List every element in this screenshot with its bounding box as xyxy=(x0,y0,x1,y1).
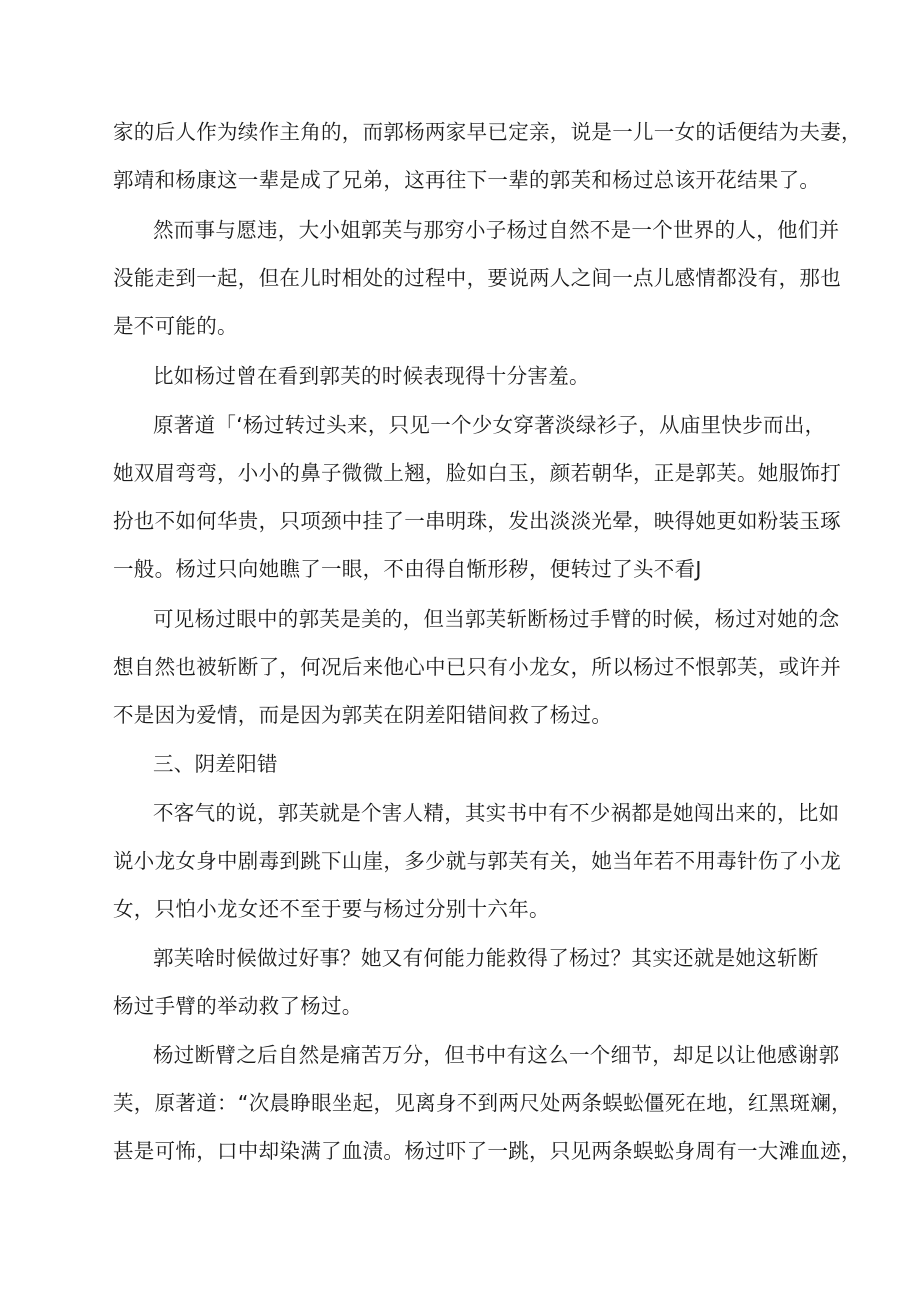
paragraph-start-line: 原著道「‘杨过转过头来，只见一个少女穿著淡绿衫子，从庙里快步而出， xyxy=(153,413,826,437)
text-line: 想自然也被斩断了，何况后来他心中已只有小龙女，所以杨过不恨郭芙，或许并 xyxy=(113,655,841,679)
paragraph-start-line: 可见杨过眼中的郭芙是美的，但当郭芙斩断杨过手臂的时候，杨过对她的念 xyxy=(153,607,840,631)
text-line: 家的后人作为续作主角的，而郭杨两家早已定亲，说是一儿一女的话便结为夫妻， xyxy=(113,120,862,144)
paragraph-start-line: 然而事与愿违，大小姐郭芙与那穷小子杨过自然不是一个世界的人，他们并 xyxy=(153,218,840,242)
text-line: 不是因为爱情，而是因为郭芙在阴差阳错间救了杨过。 xyxy=(113,703,613,727)
text-line: 她双眉弯弯，小小的鼻子微微上翘，脸如白玉，颜若朝华，正是郭芙。她服饰打 xyxy=(113,461,841,485)
text-line: 是不可能的。 xyxy=(113,314,238,338)
paragraph-start-line: 不客气的说，郭芙就是个害人精，其实书中有不少祸都是她闯出来的，比如 xyxy=(153,801,840,825)
paragraph-start-line: 杨过断臂之后自然是痛苦万分，但书中有这么一个细节，却足以让他感谢郭 xyxy=(153,1043,840,1067)
text-line: 扮也不如何华贵，只项颈中挂了一串明珠，发出淡淡光晕，映得她更如粉装玉琢 xyxy=(113,509,841,533)
text-line: 没能走到一起，但在儿时相处的过程中，要说两人之间一点儿感情都没有，那也 xyxy=(113,266,841,290)
text-line: 女，只怕小龙女还不至于要与杨过分别十六年。 xyxy=(113,897,550,921)
text-line: 芙，原著道：“次晨睁眼坐起，见离身不到两尺处两条蜈蚣僵死在地，红黑斑斓， xyxy=(113,1091,852,1115)
text-line: 说小龙女身中剧毒到跳下山崖，多少就与郭芙有关，她当年若不用毒针伤了小龙 xyxy=(113,849,841,873)
paragraph-start-line: 郭芙啥时候做过好事？她又有何能力能救得了杨过？其实还就是她这斩断 xyxy=(153,946,819,970)
paragraph-start-line: 比如杨过曾在看到郭芙的时候表现得十分害羞。 xyxy=(153,364,590,388)
text-line: 甚是可怖，口中却染满了血渍。杨过吓了一跳，只见两条蜈蚣身周有一大滩血迹， xyxy=(113,1139,862,1163)
text-line: 杨过手臂的举动救了杨过。 xyxy=(113,994,363,1018)
text-line: 郭靖和杨康这一辈是成了兄弟，这再往下一辈的郭芙和杨过总该开花结果了。 xyxy=(113,168,821,192)
text-line: 一般。杨过只向她瞧了一眼，不由得自惭形秽，便转过了头不看J xyxy=(113,557,702,581)
section-heading: 三、阴差阳错 xyxy=(153,752,278,776)
